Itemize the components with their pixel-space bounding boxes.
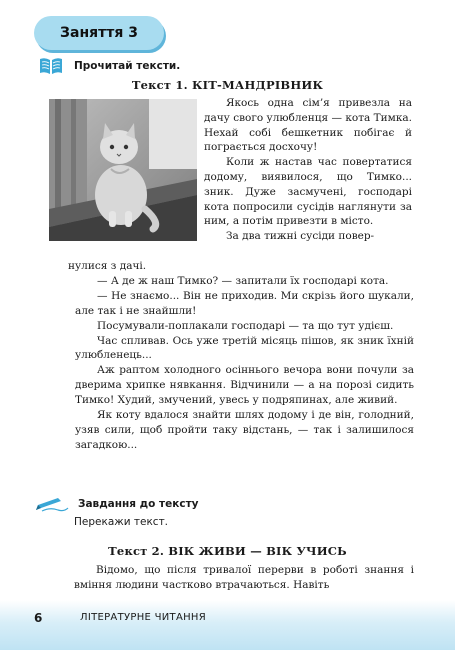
text1-title: Текст 1. КІТ-МАНДРІВНИК [131, 78, 324, 92]
paragraph: нулися з дачі. [68, 260, 147, 272]
paragraph: Як коту вдалося знайти шлях додому і де він, голодний, узяв сили, щоб пройти таку відстань, — так і залишилося загадкою... [75, 409, 414, 451]
text2-body [74, 563, 414, 593]
paragraph: Коли ж настав час повертатися додому, виявилося, що Тимко... зник. Дуже засмучені, господарі кота попросили сусідів наглянути за ним, а потім привезти в місто. [204, 156, 412, 228]
instruction-row [38, 55, 180, 77]
task-heading-row [34, 496, 199, 512]
cat-on-bench-image [49, 99, 197, 241]
footer-book-title: ЛІТЕРАТУРНЕ ЧИТАННЯ [80, 612, 206, 623]
lesson-badge [34, 16, 164, 50]
pen-icon [34, 496, 70, 512]
open-book-icon [38, 55, 64, 77]
cat-photo [49, 99, 197, 241]
text2-title: Текст 2. ВІК ЖИВИ — ВІК УЧИСЬ [108, 544, 347, 558]
task-heading: Завдання до тексту [78, 498, 199, 510]
text1-body [68, 259, 414, 453]
paragraph: Відомо, що після тривалої перерви в роботі знання і вміння людини частково втрачаються. Навіть [74, 564, 414, 591]
paragraph: — Не знаємо... Він не приходив. Ми скрізь його шукали, але так і не знайшли! [75, 289, 414, 317]
task-text: Перекажи текст. [74, 516, 169, 528]
paragraph: За два тижні сусіди повер- [226, 230, 375, 243]
lesson-label: Заняття 3 [60, 25, 138, 41]
paragraph: Аж раптом холодного осіннього вечора вони почули за дверима хрипке нявкання. Відчинили — а на порозі сидить Тимко! Худий, змучений, увесь у подряпинах, але живий. [75, 364, 414, 407]
paragraph: Посумували-поплакали господарі — та що тут удієш. [97, 319, 394, 332]
text1-side-column [204, 96, 412, 244]
footer-band [0, 600, 455, 650]
paragraph: Якось одна сім’я привезла на дачу свого улюбленця — кота Тимка. Нехай собі бешкетник побігає й пограється досхочу! [204, 97, 412, 154]
paragraph: Час спливав. Ось уже третій місяць пішов, як зник їхній улюбленець... [75, 334, 414, 362]
instruction-text: Прочитай тексти. [74, 60, 181, 72]
paragraph: — А де ж наш Тимко? — запитали їх господарі кота. [97, 274, 389, 287]
page-number: 6 [34, 611, 43, 625]
